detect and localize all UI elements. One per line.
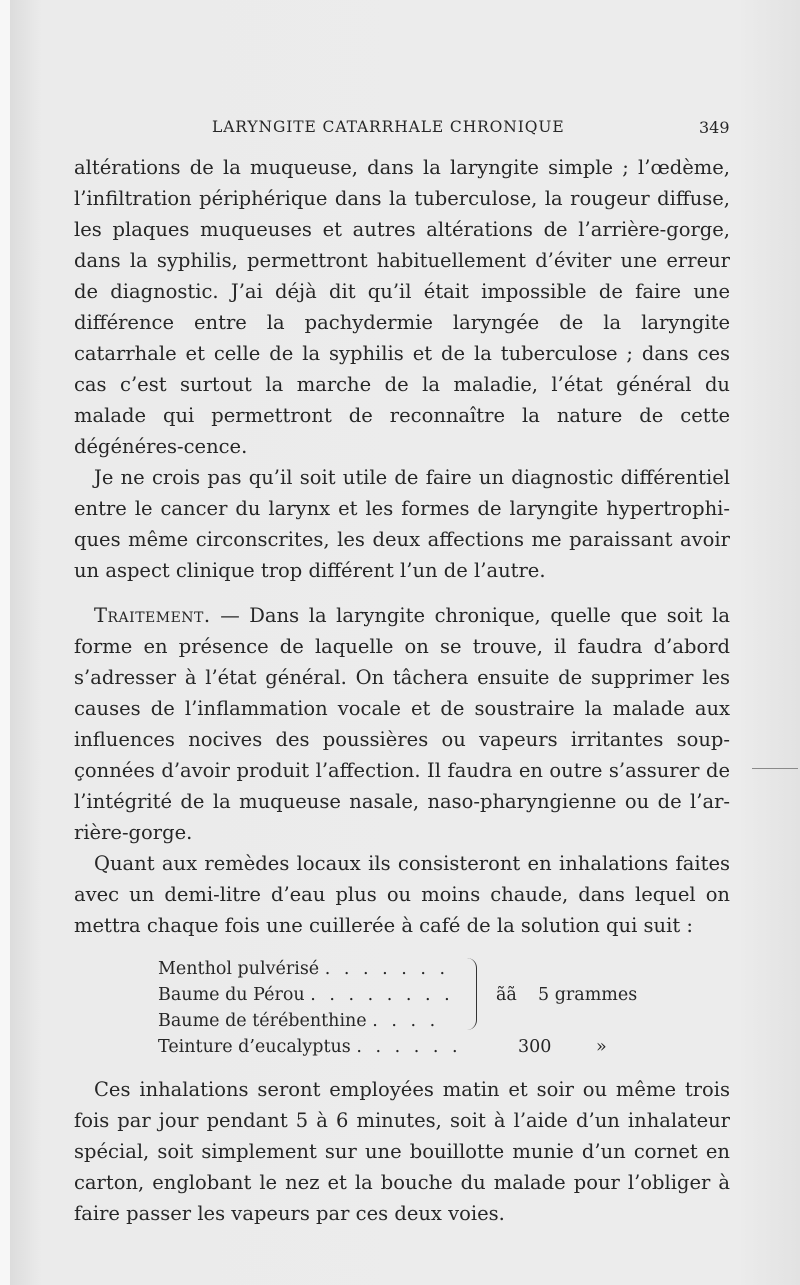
leader-dots: . . . . [372,1011,440,1031]
paragraph-local-remedies: Quant aux remèdes locaux ils consisteront en inhalations faites avec un demi-litre d’eau plus ou moins chaude, dans lequel on mettra chaque fois une cuillerée à café de la solution qui suit : [74,852,730,937]
running-title: LARYNGITE CATARRHALE CHRONIQUE [212,118,565,136]
leader-dots: . . . . . . [356,1037,462,1057]
paragraph-inhalation-schedule: Ces inhalations seront employées matin et soir ou même trois fois par jour pendant 5 à 6 minutes, soit à l’aide d’un inhalateur spécial, soit simplement sur une bouillotte munie d’un cornet en carton, englobant le nez et la bouche du malade pour l’obliger à faire passer les vapeurs par ces deux voies. [74,1078,730,1225]
leader-dots: . . . . . . . . [310,985,454,1005]
ditto-mark: » [596,1037,607,1057]
body-text [74,152,730,941]
page-edge [0,0,10,1285]
ingredient-name: Baume de térébenthine [158,1011,367,1031]
quantity-eucalyptus: 300 [518,1037,552,1057]
paragraph-cancer: Je ne crois pas qu’il soit utile de faire un diagnostic différentiel entre le cancer du larynx et les formes de laryngite hypertrophi-ques même circonscrites, les deux affections me paraissant avoir un aspect clinique trop différent l’un de l’autre. [74,466,730,582]
prescription-formula [158,956,678,1056]
margin-mark [752,768,798,769]
page-number: 349 [699,118,730,137]
page-header [0,116,800,144]
paragraph-diagnosis: altérations de la muqueuse, dans la laryngite simple ; l’œdème, l’infiltration périphérique dans la tuberculose, la rougeur diffuse, les plaques muqueuses et autres altérations de l’arrière-gorge, dans la syphilis, permettront habituellement d’éviter une erreur de diagnostic. J’ai déjà dit qu’il était impossible de faire une différence entre la pachydermie laryngée de la laryngite catarrhale et celle de la syphilis et de la tuberculose ; dans ces cas c’est surtout la marche de la maladie, l’état général du malade qui permettront de reconnaître la nature de cette dégénéres-cence. [74,156,730,458]
quantity: 5 grammes [538,985,638,1005]
ingredient-name: Baume du Pérou [158,985,305,1005]
ana-symbol: ãã [496,985,517,1005]
treatment-heading: Traitement. [94,604,211,627]
leader-dots: . . . . . . . [324,959,450,979]
body-text-after-formula [74,1074,730,1229]
treatment-text: — Dans la laryngite chronique, quelle que soit la forme en présence de laquelle on se trouve, il faudra d’abord s’adresser à l’état général. On tâchera ensuite de supprimer les causes de l’inflammation vocale et de soustraire la malade aux influences nocives des poussières ou vapeurs irritantes soup-çonnées d’avoir produit l’affection. Il faudra en outre s’assurer de l’intégrité de la muqueuse nasale, naso-pharyngienne ou de l’ar-rière-gorge. [74,604,730,844]
formula-row [158,956,678,982]
formula-row [158,1008,678,1034]
ingredient-name: Teinture d’eucalyptus [158,1037,351,1057]
ingredient-name: Menthol pulvérisé [158,959,320,979]
grouping-brace [466,958,477,1030]
paragraph-treatment [74,600,730,848]
